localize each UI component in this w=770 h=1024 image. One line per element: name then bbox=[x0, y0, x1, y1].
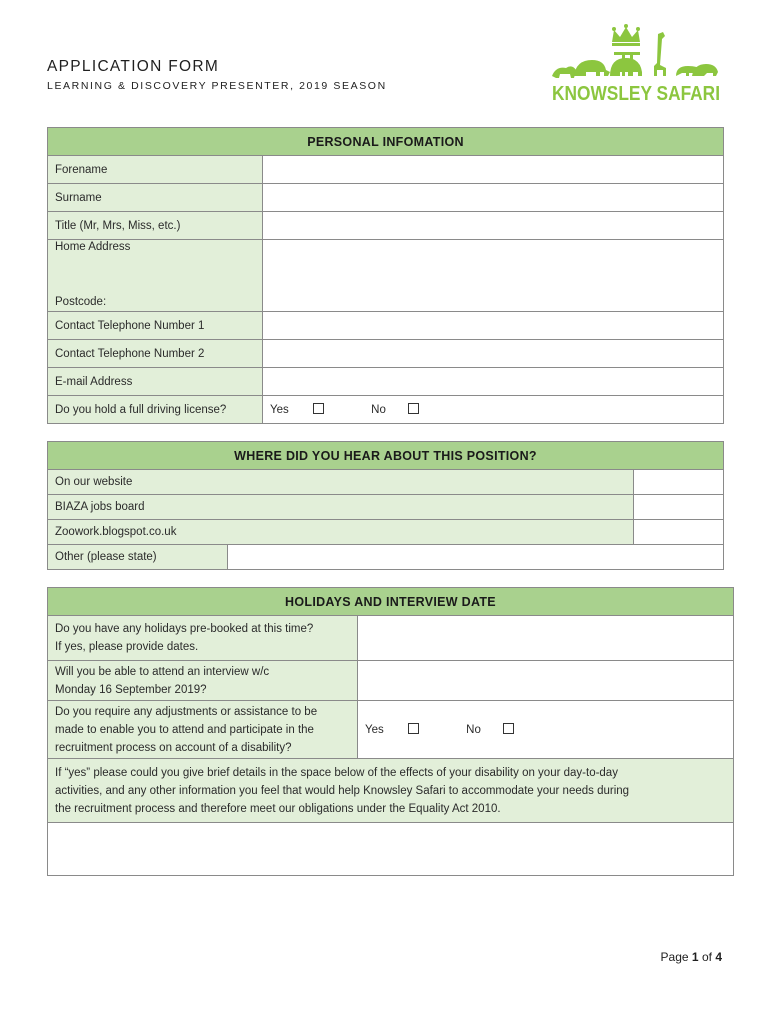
page-total: 4 bbox=[715, 950, 722, 964]
forename-field[interactable] bbox=[263, 156, 724, 184]
surname-field[interactable] bbox=[263, 184, 724, 212]
interview-question-line1: Will you be able to attend an interview w/c bbox=[55, 665, 270, 678]
form-title: APPLICATION FORM bbox=[47, 58, 220, 75]
details-line3: the recruitment process and therefore meet our obligations under the Equality Act 2010. bbox=[55, 803, 501, 815]
email-field[interactable] bbox=[263, 368, 724, 396]
disability-no-checkbox[interactable] bbox=[503, 723, 514, 734]
disability-options bbox=[358, 701, 734, 759]
driving-license-label: Do you hold a full driving license? bbox=[48, 396, 263, 424]
disability-no-label: No bbox=[466, 724, 481, 736]
email-label: E-mail Address bbox=[48, 368, 263, 396]
holidays-answer-field[interactable] bbox=[358, 616, 734, 661]
interview-question bbox=[48, 661, 358, 701]
holidays-question bbox=[48, 616, 358, 661]
disability-question bbox=[48, 701, 358, 759]
postcode-text: Postcode: bbox=[55, 296, 107, 308]
phone2-label: Contact Telephone Number 2 bbox=[48, 340, 263, 368]
source-other-label: Other (please state) bbox=[48, 545, 228, 570]
driving-yes-label: Yes bbox=[270, 404, 289, 416]
personal-information-table bbox=[47, 127, 724, 424]
driving-yes-checkbox[interactable] bbox=[313, 403, 324, 414]
page-current: 1 bbox=[691, 950, 699, 964]
phone1-label: Contact Telephone Number 1 bbox=[48, 312, 263, 340]
driving-no-checkbox[interactable] bbox=[408, 403, 419, 414]
source-website-field[interactable] bbox=[634, 470, 724, 495]
home-address-field[interactable] bbox=[263, 240, 724, 312]
title-label: Title (Mr, Mrs, Miss, etc.) bbox=[48, 212, 263, 240]
disability-question-line3: recruitment process on account of a disability? bbox=[55, 741, 292, 754]
holidays-question-line2: If yes, please provide dates. bbox=[55, 641, 199, 653]
crown-icon bbox=[612, 24, 640, 46]
disability-details-instructions bbox=[48, 759, 734, 823]
page-label: Page bbox=[660, 950, 689, 964]
disability-question-line1: Do you require any adjustments or assistance to be bbox=[55, 705, 318, 718]
position-source-heading: WHERE DID YOU HEAR ABOUT THIS POSITION? bbox=[48, 442, 724, 470]
phone1-field[interactable] bbox=[263, 312, 724, 340]
home-address-label bbox=[48, 240, 263, 312]
source-zoowork-field[interactable] bbox=[634, 520, 724, 545]
disability-yes-checkbox[interactable] bbox=[408, 723, 419, 734]
details-line1: If “yes” please could you give brief details in the space below of the effects of your disability on your day-to-day bbox=[55, 767, 618, 779]
source-other-field[interactable] bbox=[228, 545, 724, 570]
source-biaza-label: BIAZA jobs board bbox=[48, 495, 634, 520]
disability-question-line2: made to enable you to attend and participate in the bbox=[55, 723, 314, 736]
details-line2: activities, and any other information you feel that would help Knowsley Safari to accommodate your needs during bbox=[55, 785, 630, 797]
driving-license-options bbox=[263, 396, 724, 424]
source-biaza-field[interactable] bbox=[634, 495, 724, 520]
disability-yes-label: Yes bbox=[365, 724, 384, 736]
holidays-interview-table bbox=[47, 587, 734, 876]
surname-label: Surname bbox=[48, 184, 263, 212]
page-number bbox=[661, 950, 722, 964]
source-website-label: On our website bbox=[48, 470, 634, 495]
interview-question-line2: Monday 16 September 2019? bbox=[55, 683, 207, 696]
holidays-heading: HOLIDAYS AND INTERVIEW DATE bbox=[48, 588, 734, 616]
page-of: of bbox=[701, 950, 712, 964]
driving-no-label: No bbox=[371, 404, 386, 416]
phone2-field[interactable] bbox=[263, 340, 724, 368]
interview-answer-field[interactable] bbox=[358, 661, 734, 701]
home-address-text: Home Address bbox=[55, 241, 131, 253]
title-field[interactable] bbox=[263, 212, 724, 240]
logo-wordmark: KNOWSLEY SAFARI bbox=[552, 83, 720, 105]
form-subtitle: LEARNING & DISCOVERY PRESENTER, 2019 SEASON bbox=[47, 80, 387, 92]
position-source-table bbox=[47, 441, 724, 570]
personal-information-heading: PERSONAL INFOMATION bbox=[48, 128, 724, 156]
source-zoowork-label: Zoowork.blogspot.co.uk bbox=[48, 520, 634, 545]
knowsley-safari-logo bbox=[550, 24, 722, 104]
holidays-question-line1: Do you have any holidays pre-booked at this time? bbox=[55, 623, 314, 635]
disability-details-field[interactable] bbox=[48, 823, 734, 876]
forename-label: Forename bbox=[48, 156, 263, 184]
